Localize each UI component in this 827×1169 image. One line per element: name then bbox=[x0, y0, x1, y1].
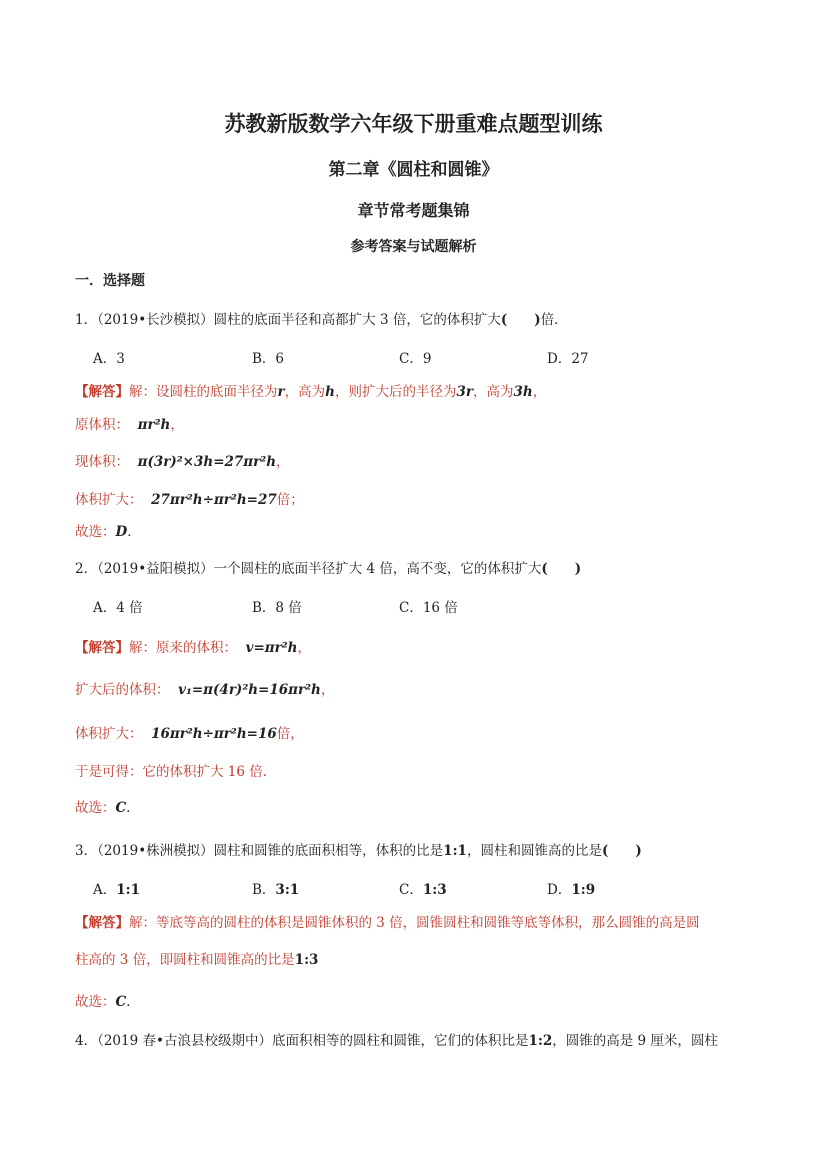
question-2-stem: 2．（2019•益阳模拟）一个圆柱的底面半径扩大 4 倍，高不变，它的体积扩大( ) bbox=[75, 561, 582, 577]
q3-solution-line-1: 【解答】解：等底等高的圆柱的体积是圆锥体积的 3 倍，圆锥圆柱和圆锥等底等体积，那么圆锥的高是圆 bbox=[75, 915, 700, 931]
q1-option-a: A．3 bbox=[93, 351, 125, 367]
q3-option-c: C．1:3 bbox=[399, 882, 447, 898]
answers-title: 参考答案与试题解析 bbox=[350, 239, 477, 255]
q1-option-d: D．27 bbox=[547, 351, 589, 367]
question-4-stem: 4．（2019 春•古浪县校级期中）底面积相等的圆柱和圆锥，它们的体积比是1:2，圆锥的高是 9 厘米，圆柱 bbox=[75, 1033, 718, 1049]
q1-solution-line-3: 现体积： π(3r)²×3h=27πr²h， bbox=[75, 454, 290, 470]
q2-solution-line-3: 体积扩大： 16πr²h÷πr²h=16倍， bbox=[75, 726, 304, 742]
q2-solution-line-1: 【解答】解：原来的体积： v=πr²h， bbox=[75, 640, 311, 656]
q3-solution-line-2: 柱高的 3 倍，即圆柱和圆锥高的比是1:3 bbox=[75, 952, 319, 968]
q2-option-c: C．16 倍 bbox=[399, 600, 458, 616]
q3-option-d: D．1:9 bbox=[547, 882, 596, 898]
q1-solution-line-5: 故选：D． bbox=[75, 524, 141, 540]
document-title: 苏教新版数学六年级下册重难点题型训练 bbox=[224, 111, 603, 136]
q1-solution-line-1: 【解答】解：设圆柱的底面半径为r，高为h，则扩大后的半径为3r，高为3h， bbox=[75, 384, 547, 400]
q1-option-c: C．9 bbox=[399, 351, 432, 367]
question-1-stem: 1．（2019•长沙模拟）圆柱的底面半径和高都扩大 3 倍，它的体积扩大( )倍． bbox=[75, 312, 568, 328]
document-subtitle: 章节常考题集锦 bbox=[357, 201, 470, 220]
question-3-stem: 3．（2019•株洲模拟）圆柱和圆锥的底面积相等，体积的比是1:1，圆柱和圆锥高的比是( ) bbox=[75, 843, 642, 859]
q3-option-a: A．1:1 bbox=[93, 882, 141, 898]
q2-solution-line-5: 故选：C． bbox=[75, 800, 140, 816]
q2-solution-line-2: 扩大后的体积： v₁=π(4r)²h=16πr²h， bbox=[75, 682, 335, 698]
q1-option-b: B．6 bbox=[252, 351, 285, 367]
q2-option-b: B．8 倍 bbox=[252, 600, 302, 616]
q1-solution-line-2: 原体积： πr²h， bbox=[75, 417, 184, 433]
q3-option-b: B．3:1 bbox=[252, 882, 300, 898]
q2-solution-line-4: 于是可得：它的体积扩大 16 倍． bbox=[75, 764, 277, 780]
chapter-title: 第二章《圆柱和圆锥》 bbox=[328, 160, 499, 180]
q2-option-a: A．4 倍 bbox=[93, 600, 143, 616]
section-heading: 一．选择题 bbox=[75, 273, 145, 289]
q1-solution-line-4: 体积扩大： 27πr²h÷πr²h=27倍； bbox=[75, 492, 304, 508]
q3-solution-line-3: 故选：C． bbox=[75, 994, 140, 1010]
